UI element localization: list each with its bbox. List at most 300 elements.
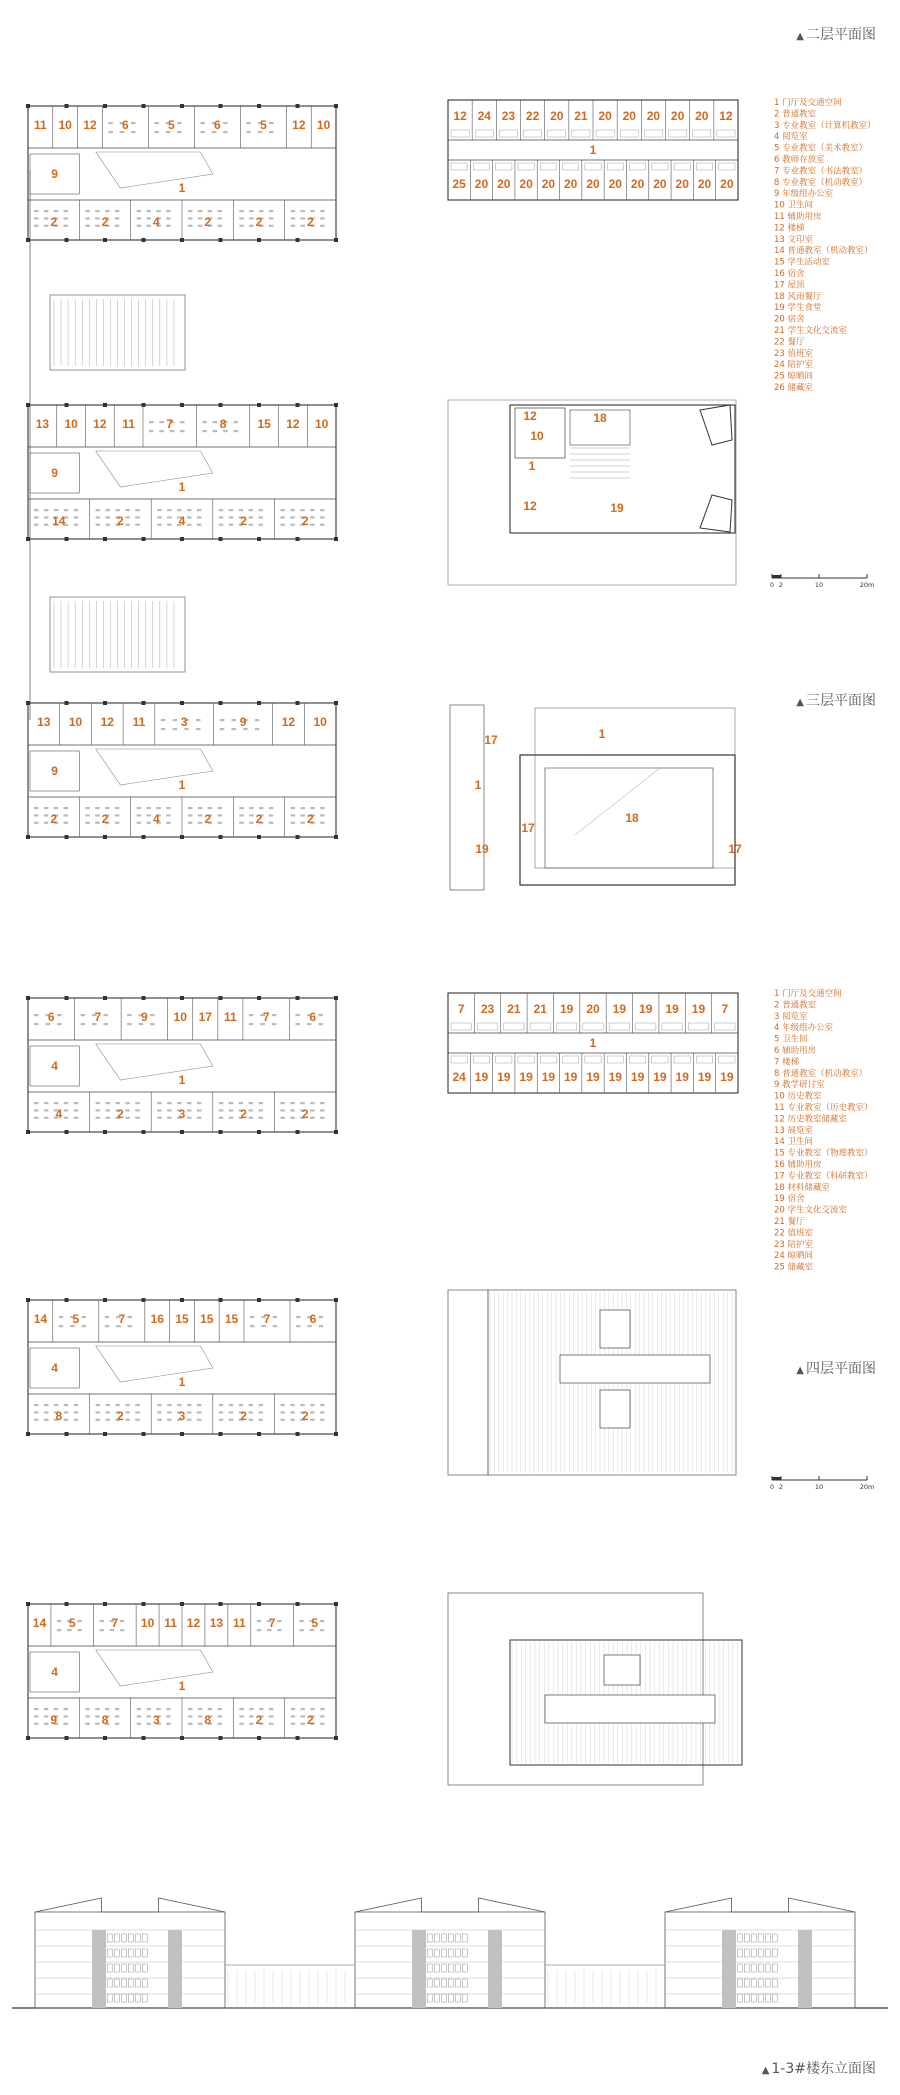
desk-mark — [320, 509, 325, 511]
desk-mark — [137, 217, 142, 219]
window-mark — [107, 1934, 112, 1942]
room-label: 19 — [630, 1070, 645, 1084]
desk-mark — [310, 210, 315, 212]
window-mark — [441, 1949, 446, 1957]
desk-mark — [320, 1411, 325, 1413]
room-label: 12 — [83, 118, 97, 132]
desk-mark — [239, 210, 244, 212]
room-label: 19 — [665, 1002, 679, 1016]
roof-canopy — [665, 1898, 855, 1912]
column-mark — [180, 104, 184, 108]
desk-mark — [74, 1404, 79, 1406]
room-label: 2 — [117, 1107, 124, 1121]
room-label: 13 — [209, 1616, 224, 1630]
desk-mark — [320, 1109, 325, 1111]
bathroom-mark — [719, 163, 735, 170]
desk-mark — [239, 1708, 244, 1710]
desk-mark — [198, 210, 203, 212]
atrium-void — [96, 1044, 213, 1080]
legend-item: 21 学生文化交流室 — [774, 326, 848, 336]
desk-mark — [100, 1620, 105, 1622]
column-mark — [103, 1602, 107, 1606]
column-mark — [219, 403, 223, 407]
window-mark — [107, 1994, 112, 2002]
desk-mark — [218, 822, 223, 824]
desk-mark — [310, 516, 315, 518]
skylight — [600, 1390, 630, 1428]
window-mark — [751, 1994, 756, 2002]
room-label: 20 — [564, 177, 578, 191]
legend-item: 13 文印室 — [774, 234, 814, 245]
desk-mark — [255, 719, 260, 721]
desk-mark — [44, 225, 49, 227]
room-label: 15 — [224, 1312, 239, 1326]
desk-mark — [310, 524, 315, 526]
desk-mark — [231, 719, 236, 721]
desk-mark — [44, 1419, 49, 1421]
window-mark — [737, 1949, 742, 1957]
desk-mark — [249, 1014, 254, 1016]
desk-mark — [249, 1419, 254, 1421]
desk-mark — [257, 1620, 262, 1622]
column-mark — [334, 996, 338, 1000]
desk-mark — [44, 524, 49, 526]
desk-mark — [196, 719, 201, 721]
room-label: 15 — [200, 1312, 214, 1326]
desk-mark — [239, 822, 244, 824]
desk-mark — [258, 1109, 263, 1111]
title-floor4: ▲ 四层平面图 — [796, 1361, 876, 1377]
atrium-void — [96, 451, 213, 487]
desk-mark — [213, 430, 218, 432]
room-label: 20 — [622, 109, 636, 123]
desk-mark — [320, 516, 325, 518]
desk-mark — [74, 1411, 79, 1413]
column-mark — [296, 104, 300, 108]
desk-mark — [291, 210, 296, 212]
desk-mark — [258, 509, 263, 511]
legend-item: 5 专业教室（美术教室） — [774, 143, 868, 154]
column-mark — [142, 403, 146, 407]
link-bridge — [50, 597, 185, 672]
desk-mark — [219, 1109, 224, 1111]
column-mark — [334, 1736, 338, 1740]
room-label: 21 — [507, 1002, 521, 1016]
floor-plan-f2c — [26, 701, 338, 839]
bathroom-mark — [719, 1056, 735, 1063]
room-label: 19 — [697, 1070, 712, 1084]
room-label: 2 — [240, 1409, 247, 1423]
column-mark — [296, 701, 300, 705]
window-mark — [142, 1994, 147, 2002]
desk-mark — [34, 524, 39, 526]
desk-mark — [95, 814, 100, 816]
bathroom-mark — [636, 1023, 656, 1030]
window-mark — [427, 1964, 432, 1972]
desk-mark — [81, 1316, 86, 1318]
window-mark — [765, 1964, 770, 1972]
room-label: 19 — [541, 1070, 556, 1084]
desk-mark — [125, 1404, 130, 1406]
legend-item: 19 学生食堂 — [774, 303, 822, 314]
window-mark — [427, 1979, 432, 1987]
desk-mark — [95, 217, 100, 219]
window-mark — [772, 1994, 777, 2002]
desk-mark — [34, 1014, 39, 1016]
desk-mark — [95, 1723, 100, 1725]
column-mark — [65, 996, 69, 1000]
window-mark — [448, 1934, 453, 1942]
room-label: 4 — [51, 1059, 58, 1073]
desk-mark — [219, 1404, 224, 1406]
room-label: 17 — [198, 1010, 212, 1024]
column-mark — [334, 537, 338, 541]
desk-mark — [44, 217, 49, 219]
column-mark — [219, 996, 223, 1000]
desk-mark — [115, 1723, 120, 1725]
bathroom-mark — [662, 1023, 682, 1030]
desk-mark — [115, 1715, 120, 1717]
legend-item: 7 专业教室（书法教室） — [774, 166, 868, 177]
desk-mark — [258, 1117, 263, 1119]
room-label: 10 — [173, 1010, 187, 1024]
desk-mark — [249, 1102, 254, 1104]
room-label: 24 — [452, 1070, 466, 1084]
desk-mark — [249, 524, 254, 526]
legend-item: 22 值班室 — [774, 1228, 814, 1239]
column-mark — [103, 403, 107, 407]
room-label: 17 — [728, 842, 742, 856]
desk-mark — [229, 1117, 234, 1119]
desk-mark — [44, 516, 49, 518]
desk-mark — [127, 1014, 131, 1016]
desk-mark — [249, 1109, 254, 1111]
desk-mark — [64, 1419, 68, 1421]
desk-mark — [291, 814, 296, 816]
desk-mark — [44, 210, 49, 212]
window-mark — [434, 1934, 439, 1942]
room-label: 2 — [306, 215, 314, 229]
bathroom-mark — [696, 163, 712, 170]
window-mark — [765, 1949, 770, 1957]
window-mark — [114, 1979, 119, 1987]
room-label: 7 — [94, 1010, 102, 1024]
desk-mark — [197, 1109, 202, 1111]
desk-mark — [135, 1109, 140, 1111]
column-mark — [219, 104, 223, 108]
legend-item: 20 宿舍 — [774, 314, 805, 325]
desk-mark — [149, 430, 154, 432]
room-label: 19 — [720, 1070, 734, 1084]
desk-mark — [188, 1723, 193, 1725]
desk-mark — [320, 225, 325, 227]
desk-mark — [177, 1102, 182, 1104]
column-mark — [26, 1298, 30, 1302]
desk-mark — [249, 225, 254, 227]
room-label: 19 — [675, 1070, 689, 1084]
column-mark — [103, 1432, 107, 1436]
window-mark — [121, 1949, 126, 1957]
column-mark — [334, 835, 338, 839]
window-mark — [751, 1949, 756, 1957]
desk-mark — [106, 1109, 111, 1111]
desk-mark — [64, 1404, 68, 1406]
window-mark — [448, 1949, 453, 1957]
desk-mark — [147, 1715, 152, 1717]
desk-mark — [44, 814, 49, 816]
legend-item: 12 历史教室储藏室 — [774, 1114, 848, 1125]
desk-mark — [280, 1419, 285, 1421]
desk-mark — [187, 1109, 192, 1111]
window-mark — [427, 1949, 432, 1957]
bathroom-mark — [475, 130, 493, 137]
desk-mark — [250, 1325, 255, 1327]
desk-mark — [157, 1419, 162, 1421]
room-label: 12 — [100, 715, 114, 729]
window-mark — [142, 1979, 147, 1987]
window-mark — [434, 1949, 439, 1957]
column-mark — [334, 403, 338, 407]
desk-mark — [167, 1404, 172, 1406]
desk-mark — [34, 1102, 39, 1104]
desk-mark — [197, 1419, 202, 1421]
window-mark — [758, 1994, 763, 2002]
desk-mark — [310, 509, 315, 511]
desk-mark — [320, 1117, 325, 1119]
column-mark — [180, 537, 184, 541]
desk-mark — [34, 1715, 39, 1717]
room-label: 16 — [150, 1312, 164, 1326]
desk-mark — [115, 225, 120, 227]
room-label: 2 — [50, 215, 58, 229]
desk-mark — [95, 807, 100, 809]
desk-mark — [197, 1404, 202, 1406]
room-label: 8 — [204, 1713, 212, 1727]
desk-mark — [301, 814, 306, 816]
window-mark — [751, 1979, 756, 1987]
legend-item: 9 教学研讨室 — [774, 1080, 825, 1091]
bathroom-mark — [572, 130, 590, 137]
desk-mark — [64, 1117, 68, 1119]
desk-mark — [34, 516, 39, 518]
scale-label: 0 — [769, 581, 775, 589]
window-mark — [114, 1949, 119, 1957]
desk-mark — [95, 210, 100, 212]
desk-mark — [85, 814, 90, 816]
column-mark — [296, 1298, 300, 1302]
window-mark — [772, 1949, 777, 1957]
column-mark — [103, 835, 107, 839]
desk-mark — [290, 1411, 295, 1413]
room-label: 14 — [33, 1312, 48, 1326]
desk-mark — [273, 1316, 278, 1318]
bathroom-mark — [451, 130, 469, 137]
column-mark — [103, 996, 107, 1000]
desk-mark — [320, 1708, 325, 1710]
desk-mark — [125, 1102, 130, 1104]
desk-mark — [157, 524, 162, 526]
legend-item: 7 楼梯 — [774, 1057, 800, 1068]
room-label: 10 — [64, 417, 78, 431]
desk-mark — [167, 1411, 172, 1413]
desk-mark — [135, 1117, 140, 1119]
desk-mark — [187, 1411, 192, 1413]
window-mark — [772, 1934, 777, 1942]
column-mark — [180, 1130, 184, 1134]
desk-mark — [258, 1411, 263, 1413]
room-label: 15 — [175, 1312, 189, 1326]
window-mark — [765, 1994, 770, 2002]
desk-mark — [115, 509, 120, 511]
desk-mark — [301, 822, 306, 824]
bathroom-mark — [530, 1023, 550, 1030]
bathroom-mark — [496, 1056, 512, 1063]
desk-mark — [197, 524, 202, 526]
desk-mark — [301, 807, 306, 809]
column-mark — [219, 238, 223, 242]
window-mark — [758, 1934, 763, 1942]
desk-mark — [77, 1620, 82, 1622]
legend-item: 24 陪护室 — [774, 360, 814, 371]
room-label: 11 — [164, 1616, 177, 1630]
room-label: 7 — [263, 1312, 271, 1326]
desk-mark — [320, 217, 325, 219]
column-mark — [257, 1130, 261, 1134]
desk-mark — [219, 1411, 224, 1413]
window-mark — [128, 1934, 133, 1942]
desk-mark — [137, 225, 142, 227]
stair-tower — [488, 1930, 502, 2008]
window-mark — [744, 1949, 749, 1957]
desk-mark — [34, 807, 39, 809]
desk-mark — [157, 1411, 162, 1413]
window-mark — [462, 1934, 467, 1942]
site-boundary — [448, 400, 736, 585]
desk-mark — [249, 1411, 254, 1413]
room-label: 20 — [608, 177, 622, 191]
column-mark — [296, 835, 300, 839]
desk-mark — [74, 516, 79, 518]
desk-mark — [218, 1715, 223, 1717]
window-mark — [121, 1994, 126, 2002]
window-mark — [128, 1979, 133, 1987]
desk-mark — [106, 516, 111, 518]
bathroom-mark — [674, 163, 690, 170]
column-mark — [296, 1130, 300, 1134]
legend-item: 11 辅助用房 — [774, 212, 822, 222]
legend-item: 12 楼梯 — [774, 223, 805, 234]
desk-mark — [95, 225, 100, 227]
gym-plan — [450, 705, 742, 890]
desk-mark — [249, 1404, 254, 1406]
triangle-icon: ▲ — [761, 2065, 770, 2076]
desk-mark — [157, 1102, 162, 1104]
skylight — [545, 1695, 715, 1723]
column-mark — [257, 537, 261, 541]
desk-mark — [249, 807, 254, 809]
desk-mark — [219, 1419, 224, 1421]
room-label: 20 — [541, 177, 556, 191]
desk-mark — [246, 122, 251, 124]
legend-item: 23 值班室 — [774, 348, 814, 359]
column-mark — [103, 701, 107, 705]
desk-mark — [167, 1102, 172, 1104]
column-mark — [219, 537, 223, 541]
room-label: 1 — [178, 1375, 186, 1389]
desk-mark — [187, 516, 192, 518]
link-building — [225, 1965, 355, 2008]
column-mark — [142, 1432, 146, 1436]
room-label: 6 — [309, 1010, 317, 1024]
desk-mark — [156, 807, 161, 809]
bathroom-mark — [540, 163, 556, 170]
desk-mark — [290, 1117, 295, 1119]
desk-mark — [166, 210, 171, 212]
room-label: 7 — [262, 1010, 270, 1024]
desk-mark — [310, 1411, 315, 1413]
desk-mark — [159, 430, 164, 432]
desk-mark — [269, 1708, 274, 1710]
column-mark — [296, 996, 300, 1000]
column-mark — [257, 403, 261, 407]
window-mark — [142, 1934, 147, 1942]
room-label: 1 — [474, 778, 482, 792]
desk-mark — [320, 1404, 325, 1406]
legend-item: 3 阅览室 — [774, 1011, 808, 1022]
desk-mark — [106, 1102, 111, 1104]
room-label: 20 — [653, 177, 667, 191]
desk-mark — [34, 225, 39, 227]
desk-mark — [218, 1708, 223, 1710]
desk-mark — [290, 509, 295, 511]
desk-mark — [219, 1102, 224, 1104]
column-mark — [296, 403, 300, 407]
room-label: 7 — [721, 1002, 729, 1016]
column-mark — [103, 1130, 107, 1134]
desk-mark — [137, 807, 142, 809]
column-mark — [296, 537, 300, 541]
desk-mark — [291, 217, 296, 219]
desk-mark — [104, 1014, 109, 1016]
column-mark — [257, 701, 261, 705]
legend-item: 26 储藏室 — [774, 383, 814, 393]
room-label: 2 — [306, 1713, 314, 1727]
window-mark — [121, 1979, 126, 1987]
window-mark — [427, 1994, 432, 2002]
desk-mark — [197, 1102, 202, 1104]
link-bridge — [50, 295, 185, 370]
desk-mark — [177, 1404, 182, 1406]
roof-plan — [448, 1290, 742, 1785]
desk-mark — [115, 1708, 120, 1710]
window-mark — [441, 1934, 446, 1942]
desk-mark — [233, 421, 238, 423]
floor-plan-f3a — [26, 996, 338, 1134]
room-label: 20 — [586, 177, 600, 191]
desk-mark — [177, 509, 182, 511]
legend-item: 4 阅览室 — [774, 132, 808, 143]
desk-mark — [300, 509, 305, 511]
room-label: 13 — [37, 715, 51, 729]
window-mark — [455, 1979, 460, 1987]
desk-mark — [161, 719, 166, 721]
desk-mark — [295, 1023, 300, 1025]
column-mark — [180, 701, 184, 705]
room-label: 9 — [50, 1713, 58, 1727]
desk-mark — [44, 1723, 49, 1725]
room-label: 1 — [528, 459, 536, 473]
desk-mark — [280, 1109, 285, 1111]
